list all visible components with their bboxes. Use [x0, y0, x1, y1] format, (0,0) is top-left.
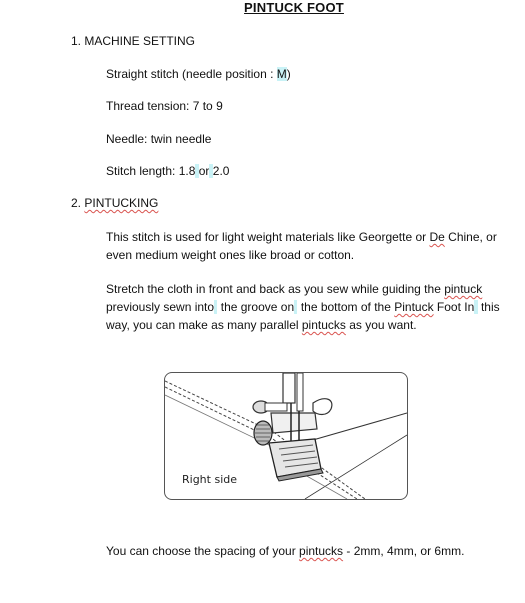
paragraph-stretch-text-4: the bottom of [297, 300, 371, 314]
setting-tension [106, 99, 223, 113]
paragraph-stretch-text-2: previously sewn into [106, 300, 215, 314]
misspelled-word-pintucks-closing: pintucks [299, 544, 344, 558]
paragraph-stretch-text-8: as you want. [345, 318, 417, 332]
setting-stitch [106, 67, 291, 81]
paragraph-stretch-text-1: Stretch the cloth in front and back as you sew while guiding the [106, 282, 445, 296]
page-title: PINTUCK FOOT [244, 0, 344, 15]
closing-text-before: You can choose the spacing of your [106, 544, 300, 558]
paragraph-stretch-text-3: the groove on [217, 300, 295, 314]
setting-stitch-suffix: ) [286, 67, 291, 81]
section-heading-pintucking [71, 196, 158, 210]
closing-text-after: - 2mm, 4mm, or 6mm. [343, 544, 465, 558]
stitch-length-a: 1.8 [178, 164, 196, 178]
section-heading-machine-setting: 1. MACHINE SETTING [71, 34, 196, 48]
pintuck-foot-illustration [164, 372, 408, 500]
setting-needle-value: twin needle [150, 132, 212, 146]
stitch-length-joiner: or [198, 164, 210, 178]
section-heading-word: PINTUCKING [84, 196, 159, 210]
paragraph-stretch [106, 280, 511, 334]
setting-needle [106, 132, 211, 146]
closing-spacing-note [106, 544, 464, 558]
needle-position-value: M [276, 67, 287, 81]
setting-needle-label: Needle: [106, 132, 151, 146]
paragraph-materials [106, 228, 511, 264]
paragraph-materials-text-2: Chine, or even medium weight ones like broad or cotton. [106, 230, 497, 262]
setting-stitch-label: Straight stitch (needle position : [106, 67, 277, 81]
paragraph-stretch-text-5: the [370, 300, 395, 314]
setting-stitch-length [106, 164, 229, 178]
paragraph-stretch-text-7: this way, you can make as many parallel [106, 300, 500, 332]
setting-tension-value: 7 to 9 [192, 99, 223, 113]
misspelled-word-pintuck: pintuck [444, 282, 483, 296]
misspelled-word-pintuck-foot: Pintuck [394, 300, 434, 314]
misspelled-word-de: De [429, 230, 445, 244]
paragraph-stretch-text-6: Foot In [433, 300, 475, 314]
misspelled-word-pintucks: pintucks [301, 318, 346, 332]
paragraph-materials-text-1: This stitch is used for light weight materials like Georgette or [106, 230, 430, 244]
figure-label-right-side: Right side [182, 473, 237, 486]
setting-stitch-length-label: Stitch length: [106, 164, 179, 178]
section-number: 2. [71, 196, 82, 210]
stitch-length-b: 2.0 [212, 164, 230, 178]
setting-tension-label: Thread tension: [106, 99, 193, 113]
